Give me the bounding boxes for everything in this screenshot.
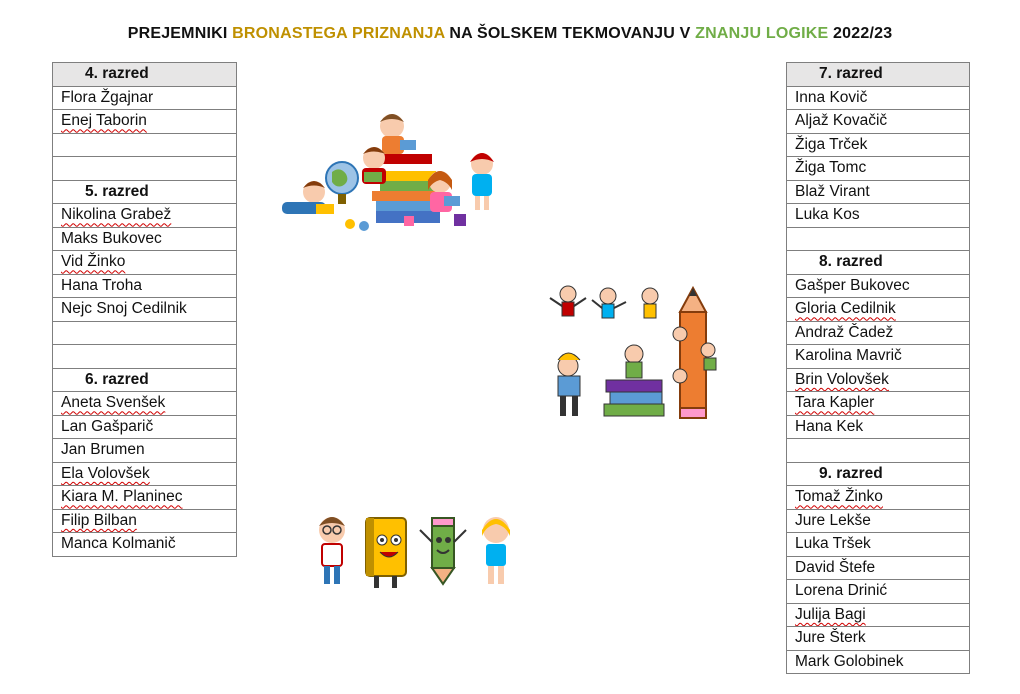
student-cell: Karolina Mavrič — [787, 345, 970, 369]
grade-8-header: 8. razred — [787, 251, 970, 275]
grade-9-header: 9. razred — [787, 462, 970, 486]
title-part-2: NA ŠOLSKEM TEKMOVANJU V — [444, 25, 696, 42]
student-name: Filip Bilban — [61, 511, 137, 529]
student-cell — [53, 486, 237, 510]
student-name: Vid Žinko — [61, 253, 126, 271]
student-cell — [53, 462, 237, 486]
grade-5-header: 5. razred — [53, 180, 237, 204]
grade-7-header: 7. razred — [787, 63, 970, 87]
student-cell: Jure Lekše — [787, 509, 970, 533]
student-cell — [787, 368, 970, 392]
student-cell: Hana Kek — [787, 415, 970, 439]
student-cell: Flora Žgajnar — [53, 86, 237, 110]
student-cell — [53, 110, 237, 134]
student-name: Julija Bagi — [795, 605, 866, 623]
left-roster-table — [52, 62, 237, 557]
empty-cell — [53, 133, 237, 157]
student-cell: Aljaž Kovačič — [787, 110, 970, 134]
grade-6-header: 6. razred — [53, 368, 237, 392]
title-logic-subject: ZNANJU LOGIKE — [695, 25, 829, 42]
student-cell: Mark Golobinek — [787, 650, 970, 674]
empty-cell — [53, 157, 237, 181]
student-name: Tomaž Žinko — [795, 488, 883, 506]
empty-cell — [787, 439, 970, 463]
student-cell — [787, 298, 970, 322]
student-cell: Luka Kos — [787, 204, 970, 228]
student-name: Ela Volovšek — [61, 464, 150, 482]
happy-book-pencil-characters-illustration — [310, 510, 524, 592]
student-cell: Jan Brumen — [53, 439, 237, 463]
title-part-1: PREJEMNIKI — [127, 25, 233, 42]
student-name: Gloria Cedilnik — [795, 300, 896, 318]
student-name: Kiara M. Planinec — [61, 488, 183, 506]
student-name: Aneta Svenšek — [61, 394, 166, 412]
empty-cell — [53, 345, 237, 369]
student-cell: Blaž Virant — [787, 180, 970, 204]
student-cell: Manca Kolmanič — [53, 533, 237, 557]
student-name: Enej Taborin — [61, 112, 147, 130]
right-roster-table — [786, 62, 970, 674]
student-cell: Luka Tršek — [787, 533, 970, 557]
student-cell: David Štefe — [787, 556, 970, 580]
title-year: 2022/23 — [828, 25, 893, 42]
student-cell — [53, 509, 237, 533]
student-cell: Gašper Bukovec — [787, 274, 970, 298]
empty-cell — [787, 227, 970, 251]
title-bronze-award: BRONASTEGA PRIZNANJA — [232, 25, 445, 42]
page-title — [0, 25, 1020, 43]
student-cell — [53, 251, 237, 275]
student-name: Tara Kapler — [795, 394, 875, 412]
student-cell: Maks Bukovec — [53, 227, 237, 251]
student-cell: Lorena Drinić — [787, 580, 970, 604]
empty-cell — [53, 321, 237, 345]
student-cell — [787, 603, 970, 627]
student-cell: Žiga Tomc — [787, 157, 970, 181]
student-cell — [53, 204, 237, 228]
student-name: Nikolina Grabež — [61, 206, 172, 224]
student-cell — [53, 392, 237, 416]
student-cell: Hana Troha — [53, 274, 237, 298]
student-cell: Jure Šterk — [787, 627, 970, 651]
children-reading-books-illustration — [276, 106, 500, 236]
student-name: Brin Volovšek — [795, 370, 889, 388]
children-climbing-pencil-illustration — [546, 284, 742, 426]
student-cell: Žiga Trček — [787, 133, 970, 157]
student-cell — [787, 392, 970, 416]
student-cell: Nejc Snoj Cedilnik — [53, 298, 237, 322]
grade-4-header: 4. razred — [53, 63, 237, 87]
student-cell: Andraž Čadež — [787, 321, 970, 345]
student-cell: Lan Gašparič — [53, 415, 237, 439]
student-cell — [787, 486, 970, 510]
student-cell: Inna Kovič — [787, 86, 970, 110]
